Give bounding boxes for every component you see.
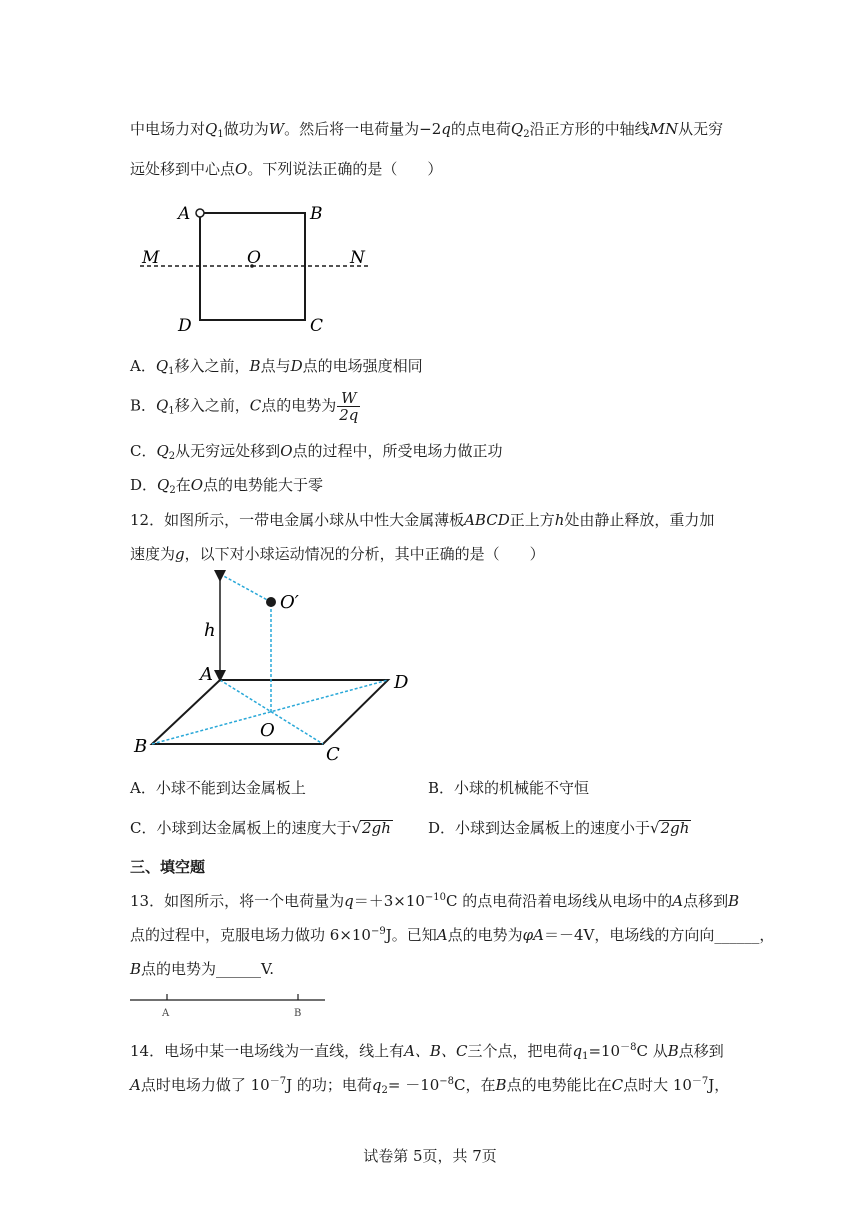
label-c: C (310, 316, 324, 336)
q13-stem-line-1: 13．如图所示，将一个电荷量为$q=+3\times 10^{-10}C$ 的点电荷沿着电场线从电场中的A点移到B (130, 892, 740, 910)
q12-option-c[interactable]: C．小球到达金属板上的速度大于√2gh (130, 819, 391, 837)
q12-stem-line-1: 12．如图所示，一带电金属小球从中性大金属薄板ABCD正上方h处由静止释放，重力加 (130, 511, 715, 529)
section-title-fill-in: 三、填空题 (130, 858, 206, 876)
page-footer: 试卷第 5页，共 7页 (363, 1147, 497, 1165)
label-n: N (350, 248, 365, 268)
q12-option-b[interactable]: B．小球的机械能不守恒 (428, 779, 590, 797)
fraction-w-over-2q: $\frac{W}{2q}$ (339, 389, 359, 424)
label-o: O (260, 720, 275, 741)
label-b: B (310, 204, 323, 224)
charge-q1 (196, 209, 204, 217)
q13-field-line-figure (130, 990, 330, 1020)
q11-square-figure (130, 195, 390, 340)
label-b: B (294, 1008, 302, 1019)
label-d: D (394, 672, 409, 693)
q13-stem-line-2: 点的过程中，克服电场力做功 $6\times 10^{-9}J$。已知A点的电势为φA＝－4V，电场线的方向向______， (130, 926, 775, 944)
label-oprime: O′ (280, 592, 299, 613)
q12-plate-figure (130, 568, 430, 768)
q13-stem-line-3: B点的电势为______V. (130, 960, 275, 978)
q11-option-b[interactable]: B．$Q_1$移入之前，C点的电势为 $\frac{W}{2q}$ (130, 389, 359, 424)
label-d: D (178, 316, 192, 336)
label-a: A (200, 664, 213, 685)
q11-option-d[interactable]: D．$Q_2$在O点的电势能大于零 (130, 476, 324, 496)
label-m: M (142, 248, 160, 268)
label-h: h (204, 620, 216, 641)
q11-option-a[interactable]: A．$Q_1$移入之前，B点与D点的电场强度相同 (130, 357, 423, 377)
label-a: A (162, 1008, 170, 1019)
label-b: B (134, 736, 148, 757)
ball-oprime (266, 597, 276, 607)
top-guide-line (220, 574, 271, 602)
label-o: O (247, 248, 261, 268)
q12-option-a[interactable]: A．小球不能到达金属板上 (130, 779, 306, 797)
q11-stem-line-2: 远处移到中心点O。下列说法正确的是（ ） (130, 160, 443, 178)
q14-stem-line-2: A点时电场力做了 $10^{-7}J$ 的功；电荷$q_2= -10^{-8}C$，在B点的电势能比在C点时大 $10^{-7}J$， (130, 1076, 730, 1096)
q12-option-d[interactable]: D．小球到达金属板上的速度小于√2gh (428, 819, 690, 837)
q11-stem-line-1: 中电场力对$Q_1$做功为W。然后将一电荷量为−2q的点电荷$Q_2$沿正方形的中轴线MN从无穷 (130, 120, 724, 140)
q14-stem-line-1: 14．电场中某一电场线为一直线，线上有A、B、C三个点，把电荷$q_1=10^{-8}C$ 从B点移到 (130, 1042, 724, 1062)
q12-stem-line-2: 速度为g，以下对小球运动情况的分析，其中正确的是（ ） (130, 545, 545, 563)
q11-option-c[interactable]: C．$Q_2$从无穷远处移到O点的过程中，所受电场力做正功 (130, 442, 503, 462)
label-c: C (326, 744, 340, 765)
label-a: A (178, 204, 191, 224)
